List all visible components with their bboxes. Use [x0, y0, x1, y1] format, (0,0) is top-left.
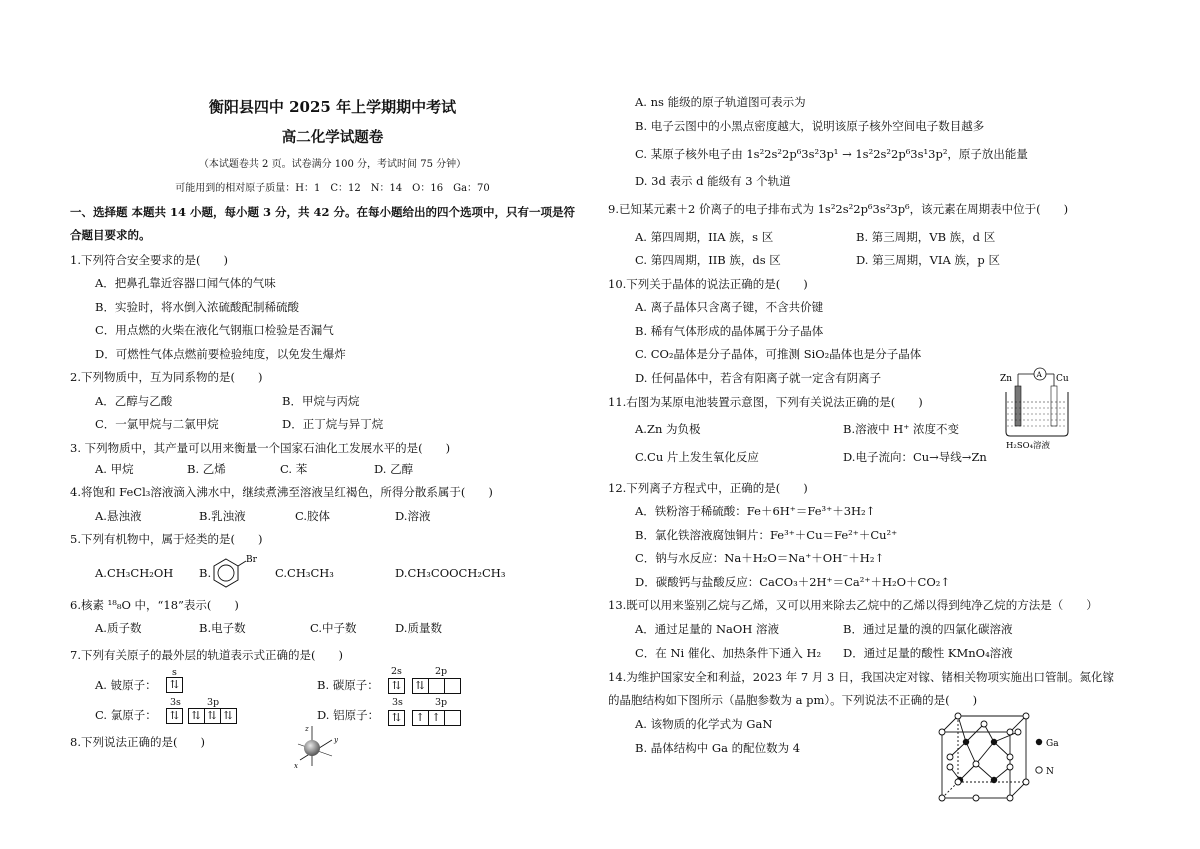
q7-stem: 7.下列有关原子的最外层的轨道表示式正确的是( ) [70, 648, 343, 662]
q7-b-box-2p-2 [428, 678, 445, 694]
q3-option-d: D. 乙醇 [374, 462, 414, 476]
q7-option-b: B. 碳原子： [317, 678, 379, 692]
q10-option-d: D. 任何晶体中，若含有阳离子就一定含有阴离子 [635, 371, 882, 385]
q12-option-b: B．氯化铁溶液腐蚀铜片：Fe³⁺＋Cu＝Fe²⁺＋Cu²⁺ [635, 528, 898, 542]
q7-b-label-2s: 2s [391, 666, 402, 677]
q10-stem: 10.下列关于晶体的说法正确的是( ) [608, 277, 808, 291]
q7-d-box-3p-1: ↑ [412, 710, 429, 726]
q11-stem: 11.右图为某原电池装置示意图，下列有关说法正确的是( ) [608, 395, 923, 409]
q8-option-b: B. 电子云图中的小黑点密度越大，说明该原子核外空间电子数目越多 [635, 119, 985, 133]
q7-c-box-3p-2: ⇅ [204, 708, 221, 724]
q8-option-d: D. 3d 表示 d 能级有 3 个轨道 [635, 174, 791, 188]
q7-b-label-2p: 2p [435, 666, 448, 677]
q7-b-orbital [388, 678, 460, 694]
q7-d-box-3p-3 [444, 710, 461, 726]
q7-option-c: C. 氯原子： [95, 708, 157, 722]
axis-x-label: x [294, 762, 298, 770]
q3-stem: 3. 下列物质中，其产量可以用来衡量一个国家石油化工发展水平的是( ) [70, 441, 451, 455]
exam-title: 衡阳县四中 2025 年上学期期中考试 [208, 98, 457, 116]
q5-stem: 5.下列有机物中，属于烃类的是( ) [70, 532, 263, 546]
q7-a-orbital [166, 677, 182, 693]
q8-option-a: A. ns 能级的原子轨道图可表示为 [635, 95, 806, 109]
q1-stem: 1.下列符合安全要求的是( ) [70, 253, 228, 267]
q9-option-c: C. 第四周期，IIB 族，ds 区 [635, 253, 781, 267]
section-heading-line1: 一、选择题 本题共 14 小题，每小题 3 分，共 42 分。在每小题给出的四个选项中，只有一项是符 [70, 205, 576, 219]
exam-subtitle: 高二化学试题卷 [281, 129, 384, 146]
q2-option-b: B．甲烷与丙烷 [282, 394, 360, 408]
q7-option-a: A. 铍原子： [95, 678, 157, 692]
q12-option-a: A．铁粉溶于稀硫酸：Fe＋6H⁺＝Fe³⁺＋3H₂↑ [635, 504, 876, 518]
galvanic-cell-diagram [998, 362, 1088, 452]
zn-label: Zn [1000, 374, 1013, 384]
ga-legend-icon [1036, 739, 1042, 745]
q12-option-d: D．碳酸钙与盐酸反应：CaCO₃＋2H⁺＝Ca²⁺＋H₂O＋CO₂↑ [635, 575, 951, 589]
q7-d-orbital [388, 710, 460, 726]
q11-option-d: D.电子流向：Cu→导线→Zn [843, 450, 987, 464]
n-legend-label: N [1046, 767, 1054, 777]
q7-option-d: D. 铝原子： [317, 708, 380, 722]
q7-c-label-3p: 3p [207, 697, 220, 708]
s-orbital-diagram [292, 722, 344, 770]
q3-option-b: B. 乙烯 [187, 462, 226, 476]
q8-option-c: C. 某原子核外电子由 1s²2s²2p⁶3s²3p¹ → 1s²2s²2p⁶3s¹3p²，原子放出能量 [635, 147, 1028, 161]
q7-b-box-2s: ⇅ [388, 678, 405, 694]
q2-option-c: C．一氯甲烷与二氯甲烷 [95, 417, 219, 431]
q4-option-d: D.溶液 [395, 509, 431, 523]
q5-option-b: B. [199, 566, 212, 580]
q6-option-d: D.质量数 [395, 621, 442, 635]
q7-d-box-3s: ⇅ [388, 710, 405, 726]
q13-stem: 13.既可以用来鉴别乙烷与乙烯，又可以用来除去乙烷中的乙烯以得到纯净乙烷的方法是（ ） [608, 598, 1098, 612]
q9-option-b: B. 第三周期，VB 族，d 区 [856, 230, 996, 244]
q3-option-c: C. 苯 [280, 462, 308, 476]
q4-option-b: B.乳浊液 [199, 509, 246, 523]
exam-note: （本试题卷共 2 页。试卷满分 100 分，考试时间 75 分钟） [198, 159, 467, 170]
q2-stem: 2.下列物质中，互为同系物的是( ) [70, 370, 263, 384]
section-heading-line2: 合题目要求的。 [70, 228, 151, 242]
q10-option-b: B. 稀有气体形成的晶体属于分子晶体 [635, 324, 824, 338]
solution-label: H₂SO₄溶液 [1006, 441, 1051, 451]
q10-option-c: C. CO₂晶体是分子晶体，可推测 SiO₂晶体也是分子晶体 [635, 347, 922, 361]
q7-a-label-s: s [172, 667, 177, 678]
q7-c-box-3p-1: ⇅ [188, 708, 205, 724]
q14-option-a: A. 该物质的化学式为 GaN [635, 717, 773, 731]
q14-stem-line1: 14.为维护国家安全和利益，2023 年 7 月 3 日，我国决定对镓、锗相关物项实施出口管制。氮化镓 [608, 670, 1114, 684]
q3-option-a: A. 甲烷 [95, 462, 134, 476]
axis-y-label: y [334, 736, 338, 744]
q1-option-b: B．实验时，将水倒入浓硫酸配制稀硫酸 [95, 300, 299, 314]
q5-option-d: D.CH₃COOCH₂CH₃ [395, 566, 506, 580]
n-legend-icon [1036, 767, 1042, 773]
q7-d-label-3s: 3s [392, 697, 403, 708]
ga-legend-label: Ga [1046, 739, 1059, 749]
bromobenzene-structure [210, 553, 258, 593]
q13-option-a: A．通过足量的 NaOH 溶液 [635, 622, 779, 636]
q11-option-b: B.溶液中 H⁺ 浓度不变 [843, 422, 960, 436]
q5-option-c: C.CH₃CH₃ [275, 566, 334, 580]
q7-c-box-3s: ⇅ [166, 708, 183, 724]
q1-option-a: A．把鼻孔靠近容器口闻气体的气味 [95, 276, 276, 290]
q2-option-d: D．正丁烷与异丁烷 [282, 417, 384, 431]
q14-stem-line2: 的晶胞结构如下图所示（晶胞参数为 a pm）。下列说法不正确的是( ) [608, 693, 978, 707]
q12-stem: 12.下列离子方程式中，正确的是( ) [608, 481, 808, 495]
ammeter-label: A [1036, 370, 1042, 379]
q4-stem: 4.将饱和 FeCl₃溶液滴入沸水中，继续煮沸至溶液呈红褐色，所得分散系属于( ) [70, 485, 493, 499]
q7-c-orbital [166, 708, 236, 724]
q13-option-b: B．通过足量的溴的四氯化碳溶液 [843, 622, 1013, 636]
q11-option-a: A.Zn 为负极 [635, 422, 701, 436]
q7-b-box-2p-3 [444, 678, 461, 694]
q7-a-box-s: ⇅ [166, 677, 183, 693]
q7-b-box-2p-1: ⇅ [412, 678, 429, 694]
bromine-label: Br [246, 555, 257, 565]
q10-option-a: A. 离子晶体只含离子键，不含共价键 [635, 300, 824, 314]
q9-stem: 9.已知某元素＋2 价离子的电子排布式为 1s²2s²2p⁶3s²3p⁶，该元素在周期表中位于( ) [608, 202, 1069, 216]
atomic-masses: 可能用到的相对原子质量：H：1 C：12 N：14 O：16 Ga：70 [175, 183, 490, 194]
q13-option-c: C．在 Ni 催化、加热条件下通入 H₂ [635, 646, 822, 660]
q12-option-c: C．钠与水反应：Na＋H₂O＝Na⁺＋OH⁻＋H₂↑ [635, 551, 885, 565]
q4-option-a: A.悬浊液 [95, 509, 142, 523]
q9-option-a: A. 第四周期，IIA 族，s 区 [635, 230, 774, 244]
q8-stem: 8.下列说法正确的是( ) [70, 735, 205, 749]
cu-label: Cu [1056, 374, 1069, 384]
q6-option-a: A.质子数 [95, 621, 142, 635]
q2-option-a: A．乙醇与乙酸 [95, 394, 173, 408]
q7-c-box-3p-3: ⇅ [220, 708, 237, 724]
q7-d-label-3p: 3p [435, 697, 448, 708]
q4-option-c: C.胶体 [295, 509, 331, 523]
gan-unit-cell-diagram [936, 712, 1076, 802]
q6-option-c: C.中子数 [310, 621, 357, 635]
q13-option-d: D．通过足量的酸性 KMnO₄溶液 [843, 646, 1013, 660]
q7-c-label-3s: 3s [170, 697, 181, 708]
q6-option-b: B.电子数 [199, 621, 246, 635]
q9-option-d: D. 第三周期，VIA 族，p 区 [856, 253, 1000, 267]
q5-option-a: A.CH₃CH₂OH [95, 566, 174, 580]
q14-option-b: B. 晶体结构中 Ga 的配位数为 4 [635, 741, 801, 755]
q11-option-c: C.Cu 片上发生氧化反应 [635, 450, 759, 464]
q1-option-c: C．用点燃的火柴在液化气钢瓶口检验是否漏气 [95, 323, 334, 337]
axis-z-label: z [305, 725, 309, 733]
q7-d-box-3p-2: ↑ [428, 710, 445, 726]
q6-stem: 6.核素 ¹⁸₈O 中，“18”表示( ) [70, 598, 239, 612]
q1-option-d: D．可燃性气体点燃前要检验纯度，以免发生爆炸 [95, 347, 346, 361]
